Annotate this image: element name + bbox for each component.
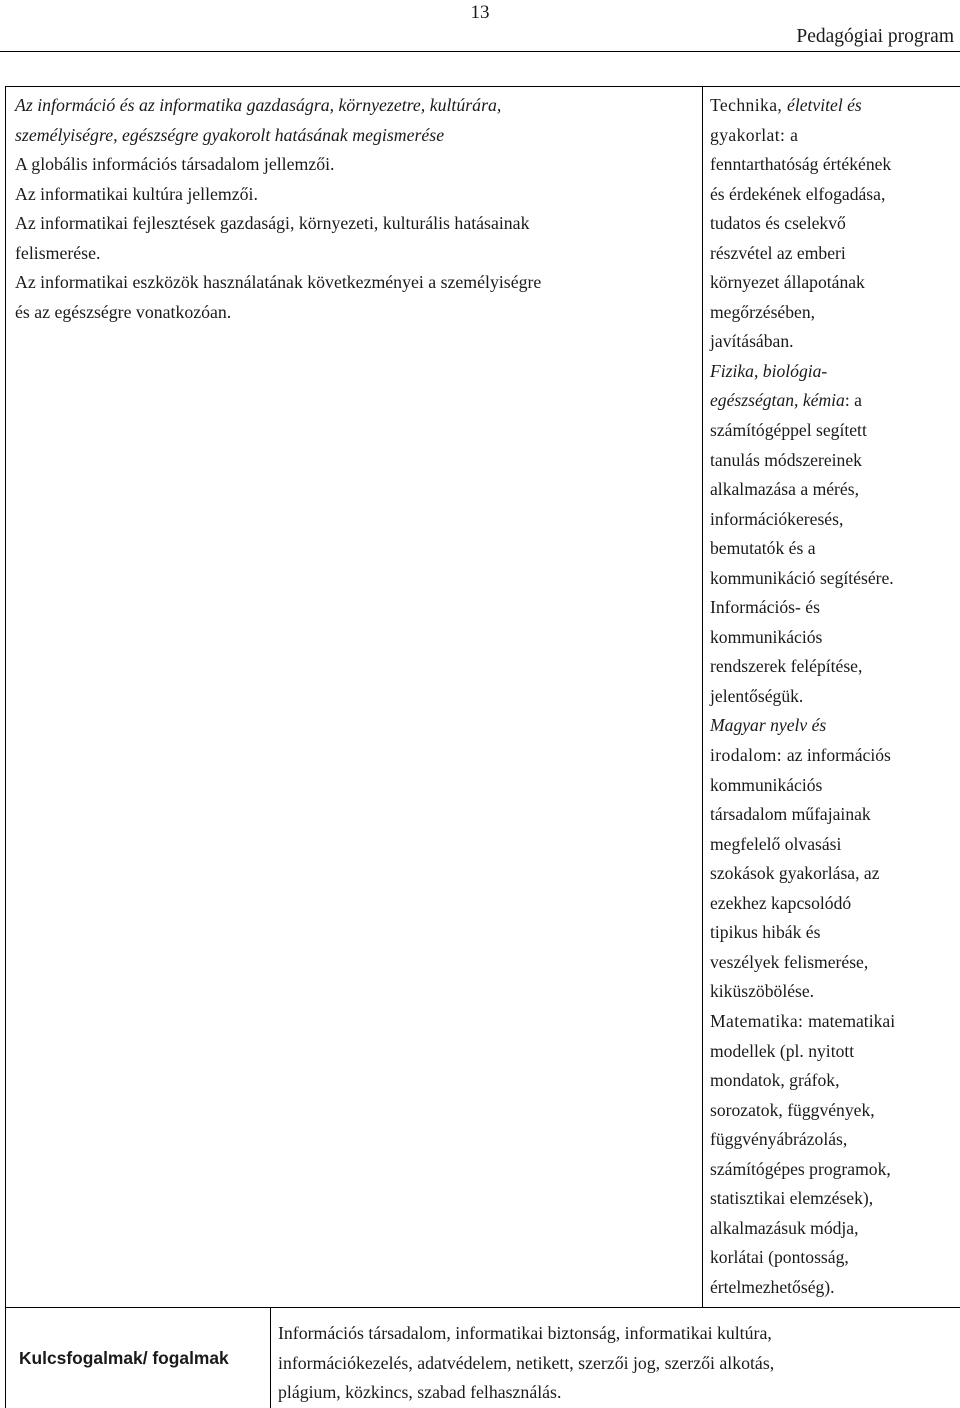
- cross-curricular-text: társadalom műfajainak: [710, 804, 871, 825]
- cross-curricular-line: [710, 239, 958, 269]
- cross-curricular-line: [710, 209, 958, 239]
- cross-curricular-text: számítógéppel segített: [710, 420, 867, 441]
- cross-curricular-text: Információs- és: [710, 597, 820, 618]
- cross-curricular-line: [710, 1273, 958, 1303]
- content-line: Az informatikai eszközök használatának következményei a személyiségre: [15, 272, 542, 292]
- cross-curricular-line: [710, 1037, 958, 1067]
- cross-curricular-text: alkalmazása a mérés,: [710, 479, 859, 500]
- content-line: személyiségre, egészségre gyakorolt hatásának megismerése: [15, 124, 445, 145]
- cross-curricular-line: [710, 711, 958, 741]
- cross-curricular-text: Technika,: [710, 95, 788, 115]
- cross-curricular-text: sorozatok, függvények,: [710, 1099, 875, 1120]
- cross-curricular-text: részvétel az emberi: [710, 242, 846, 263]
- cross-curricular-line: [710, 977, 958, 1007]
- cross-curricular-text: jelentőségük.: [710, 685, 804, 706]
- cross-curricular-text: szokások gyakorlása, az: [710, 863, 880, 884]
- cross-curricular-text: irodalom:: [710, 745, 787, 766]
- cross-curricular-line: [710, 623, 958, 653]
- cross-curricular-line: [710, 564, 958, 594]
- cross-curricular-line: [710, 1155, 958, 1185]
- cross-curricular-line: [710, 1184, 958, 1214]
- cross-curricular-text: környezet állapotának: [710, 272, 865, 293]
- cross-curricular-text: bemutatók és a: [710, 538, 816, 559]
- cross-curricular-cell: [710, 91, 958, 1302]
- cross-curricular-text: statisztikai elemzések),: [710, 1188, 874, 1209]
- column-divider-side: [702, 87, 703, 1307]
- header-rule: [0, 51, 960, 52]
- cross-curricular-line: [710, 1096, 958, 1126]
- key-concepts-line: Információs társadalom, informatikai biztonság, informatikai kultúra,: [278, 1323, 772, 1343]
- cross-curricular-text: Fizika, biológia-: [710, 360, 828, 381]
- cross-curricular-text: alkalmazásuk módja,: [710, 1217, 859, 1238]
- cross-curricular-text: gyakorlat:: [710, 124, 791, 145]
- cross-curricular-line: [710, 859, 958, 889]
- cross-curricular-line: [710, 121, 958, 151]
- cross-curricular-text: megfelelő olvasási: [710, 833, 842, 854]
- cross-curricular-text: korlátai (pontosság,: [710, 1247, 849, 1268]
- cross-curricular-line: [710, 741, 958, 771]
- cross-curricular-text: modellek (pl. nyitott: [710, 1040, 855, 1061]
- cross-curricular-line: [710, 268, 958, 298]
- cross-curricular-line: [710, 682, 958, 712]
- cross-curricular-text: kommunikáció segítésére.: [710, 567, 894, 588]
- cross-curricular-line: [710, 800, 958, 830]
- cross-curricular-text: kommunikációs: [710, 774, 823, 795]
- cross-curricular-text: számítógépes programok,: [710, 1158, 891, 1179]
- cross-curricular-line: [710, 652, 958, 682]
- cross-curricular-text: egészségtan, kémia: [710, 390, 845, 411]
- cross-curricular-line: [710, 1243, 958, 1273]
- cross-curricular-text: javításában.: [710, 331, 794, 352]
- cross-curricular-text: kommunikációs: [710, 626, 823, 647]
- cross-curricular-text: életvitel és: [787, 95, 862, 115]
- cross-curricular-text: a: [790, 124, 798, 145]
- cross-curricular-line: [710, 416, 958, 446]
- key-concepts-line: információkezelés, adatvédelem, netikett, szerzői jog, szerzői alkotás,: [278, 1352, 775, 1373]
- content-line: Az információ és az informatika gazdaságra, környezetre, kultúrára,: [15, 95, 502, 115]
- cross-curricular-text: tudatos és cselekvő: [710, 213, 846, 234]
- cross-curricular-line: [710, 1066, 958, 1096]
- cross-curricular-line: [710, 446, 958, 476]
- cross-curricular-text: információkeresés,: [710, 508, 844, 529]
- cross-curricular-line: [710, 475, 958, 505]
- cross-curricular-text: és érdekének elfogadása,: [710, 183, 886, 204]
- row-divider-keyconcepts: [6, 1307, 960, 1308]
- key-concepts-content: [278, 1319, 958, 1408]
- cross-curricular-text: Magyar nyelv és: [710, 715, 827, 736]
- cross-curricular-line: [710, 91, 958, 121]
- running-title: Pedagógiai program: [796, 26, 954, 47]
- cross-curricular-text: matematikai: [808, 1010, 896, 1031]
- key-concepts-label: Kulcsfogalmak/ fogalmak: [19, 1348, 229, 1368]
- cross-curricular-line: [710, 180, 958, 210]
- content-cell: [15, 91, 695, 327]
- cross-curricular-text: kiküszöbölése.: [710, 981, 815, 1002]
- content-line: felismerése.: [15, 242, 101, 263]
- cross-curricular-line: [710, 327, 958, 357]
- cross-curricular-line: [710, 918, 958, 948]
- cross-curricular-text: függvényábrázolás,: [710, 1129, 848, 1150]
- curriculum-table: [5, 86, 960, 1408]
- cross-curricular-line: [710, 593, 958, 623]
- cross-curricular-line: [710, 1125, 958, 1155]
- cross-curricular-text: mondatok, gráfok,: [710, 1070, 840, 1091]
- cross-curricular-line: [710, 1214, 958, 1244]
- page-number: 13: [470, 2, 490, 23]
- cross-curricular-text: veszélyek felismerése,: [710, 951, 869, 972]
- cross-curricular-text: értelmezhetőség).: [710, 1276, 835, 1297]
- cross-curricular-text: rendszerek felépítése,: [710, 656, 863, 677]
- content-line: A globális információs társadalom jellemzői.: [15, 154, 335, 174]
- cross-curricular-line: [710, 298, 958, 328]
- cross-curricular-text: az információs: [786, 745, 891, 766]
- cross-curricular-line: [710, 357, 958, 387]
- cross-curricular-line: [710, 1007, 958, 1037]
- cross-curricular-line: [710, 948, 958, 978]
- cross-curricular-line: [710, 771, 958, 801]
- cross-curricular-line: [710, 386, 958, 416]
- cross-curricular-text: Matematika:: [710, 1010, 809, 1031]
- key-concepts-line: plágium, közkincs, szabad felhasználás.: [278, 1382, 562, 1402]
- cross-curricular-text: ezekhez kapcsolódó: [710, 892, 852, 913]
- cross-curricular-text: tanulás módszereinek: [710, 449, 862, 470]
- cross-curricular-line: [710, 889, 958, 919]
- cross-curricular-line: [710, 830, 958, 860]
- cross-curricular-text: : a: [844, 390, 862, 411]
- content-line: Az informatikai fejlesztések gazdasági, környezeti, kulturális hatásainak: [15, 213, 530, 233]
- cross-curricular-line: [710, 505, 958, 535]
- content-line: Az informatikai kultúra jellemzői.: [15, 183, 258, 204]
- cross-curricular-line: [710, 150, 958, 180]
- cross-curricular-text: megőrzésében,: [710, 301, 816, 322]
- column-divider-keyconcepts: [270, 1307, 271, 1408]
- cross-curricular-text: tipikus hibák és: [710, 922, 821, 943]
- content-line: és az egészségre vonatkozóan.: [15, 301, 232, 322]
- cross-curricular-line: [710, 534, 958, 564]
- cross-curricular-text: fenntarthatóság értékének: [710, 154, 892, 175]
